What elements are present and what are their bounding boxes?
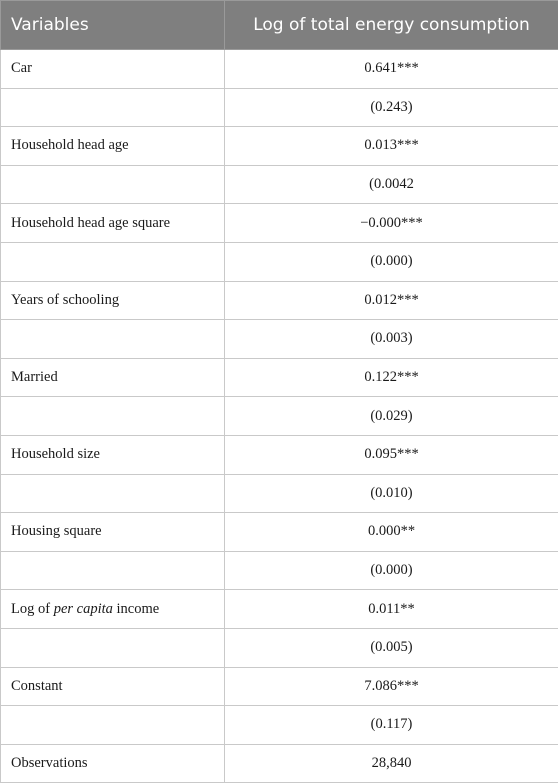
table-row — [1, 551, 558, 590]
coefficient-cell: 0.122*** — [225, 358, 558, 397]
variable-label-text: Car — [11, 60, 32, 76]
empty-cell — [1, 706, 225, 745]
variable-label — [1, 281, 225, 320]
table-body — [1, 50, 558, 783]
header-row — [1, 1, 558, 50]
table-row — [1, 706, 558, 745]
table-row — [1, 744, 558, 783]
empty-cell — [1, 474, 225, 513]
coefficient-cell: 7.086*** — [225, 667, 558, 706]
variable-label-text: Household head age — [11, 137, 129, 153]
observations-label: Observations — [1, 744, 225, 783]
variable-label-text: Married — [11, 369, 58, 385]
standard-error-cell: (0.243) — [225, 88, 558, 127]
variable-label — [1, 513, 225, 552]
variable-label-italic: per capita — [54, 601, 113, 617]
observations-value: 28,840 — [225, 744, 558, 783]
table-row — [1, 165, 558, 204]
standard-error-cell: (0.005) — [225, 628, 558, 667]
table-row — [1, 358, 558, 397]
coefficient-cell: 0.641*** — [225, 50, 558, 89]
variable-label-text: Household head age square — [11, 215, 170, 231]
table-row — [1, 590, 558, 629]
table-header — [1, 1, 558, 50]
variable-label — [1, 667, 225, 706]
variable-label-text: Log of — [11, 601, 54, 617]
variable-label — [1, 590, 225, 629]
coefficient-cell: 0.095*** — [225, 435, 558, 474]
empty-cell — [1, 88, 225, 127]
standard-error-cell: (0.000) — [225, 551, 558, 590]
variable-label — [1, 50, 225, 89]
table-row — [1, 628, 558, 667]
standard-error-cell: (0.003) — [225, 320, 558, 359]
standard-error-cell: (0.000) — [225, 242, 558, 281]
table-row — [1, 50, 558, 89]
empty-cell — [1, 320, 225, 359]
coefficient-cell: −0.000*** — [225, 204, 558, 243]
table-row — [1, 513, 558, 552]
header-variables: Variables — [1, 1, 225, 50]
variable-label — [1, 435, 225, 474]
table-row — [1, 88, 558, 127]
empty-cell — [1, 165, 225, 204]
table-row — [1, 242, 558, 281]
standard-error-cell: (0.029) — [225, 397, 558, 436]
table-row — [1, 435, 558, 474]
table-row — [1, 204, 558, 243]
empty-cell — [1, 551, 225, 590]
variable-label-text: income — [113, 601, 159, 617]
table-row — [1, 397, 558, 436]
table-row — [1, 127, 558, 166]
empty-cell — [1, 397, 225, 436]
variable-label-text: Constant — [11, 678, 63, 694]
table-row — [1, 320, 558, 359]
variable-label — [1, 127, 225, 166]
standard-error-cell: (0.0042 — [225, 165, 558, 204]
coefficient-cell: 0.011** — [225, 590, 558, 629]
table-row — [1, 667, 558, 706]
variable-label — [1, 204, 225, 243]
table-row — [1, 281, 558, 320]
coefficient-cell: 0.013*** — [225, 127, 558, 166]
standard-error-cell: (0.117) — [225, 706, 558, 745]
coefficient-cell: 0.012*** — [225, 281, 558, 320]
variable-label — [1, 358, 225, 397]
variable-label-text: Household size — [11, 446, 100, 462]
coefficient-cell: 0.000** — [225, 513, 558, 552]
empty-cell — [1, 242, 225, 281]
header-log-energy: Log of total energy consumption — [225, 1, 558, 50]
variable-label-text: Housing square — [11, 523, 102, 539]
standard-error-cell: (0.010) — [225, 474, 558, 513]
table-row — [1, 474, 558, 513]
variable-label-text: Years of schooling — [11, 292, 119, 308]
empty-cell — [1, 628, 225, 667]
